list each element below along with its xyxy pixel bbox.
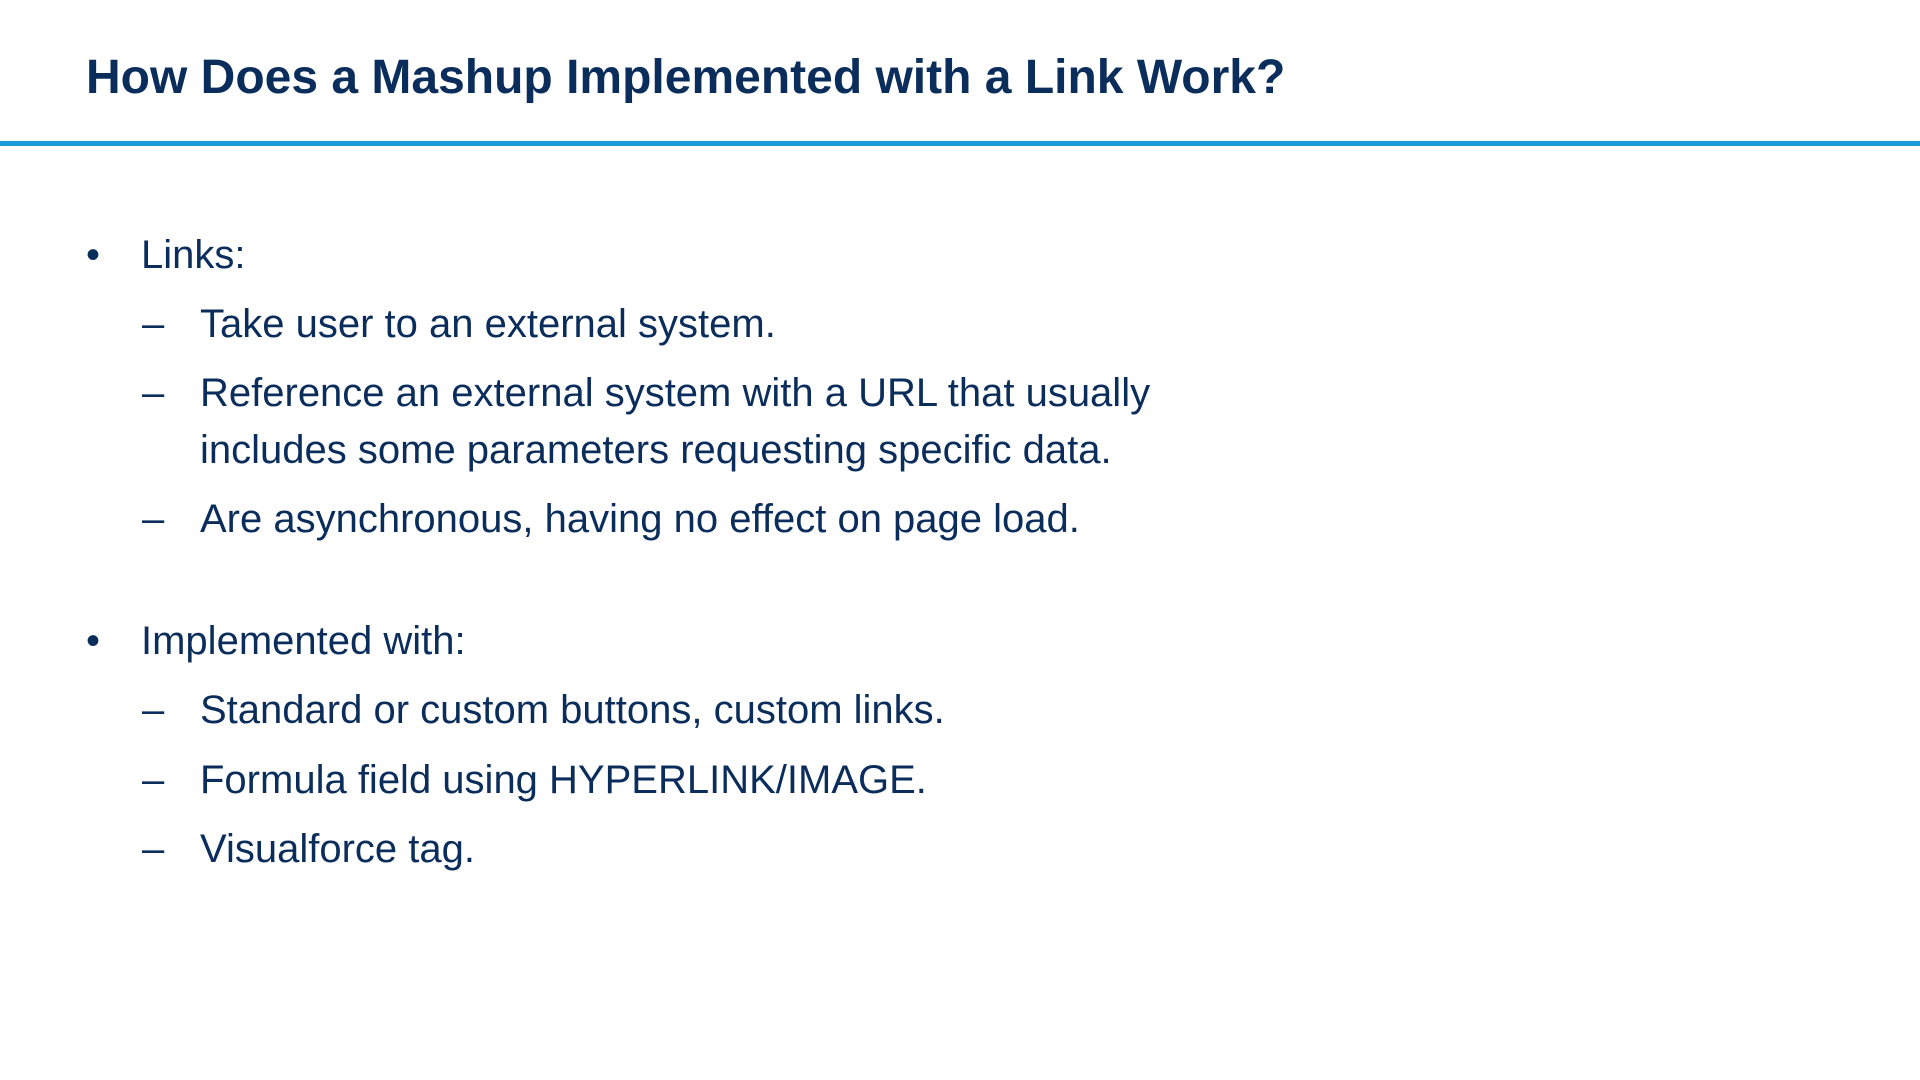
dash-marker: – — [142, 688, 165, 732]
sub-bullet — [142, 682, 1300, 739]
slide-title: How Does a Mashup Implemented with a Link Work? — [86, 51, 1286, 104]
dash-marker: – — [142, 371, 165, 415]
dash-marker: – — [142, 497, 165, 541]
sub-bullet-text: Visualforce tag. — [200, 827, 475, 871]
sub-bullet-text: Are asynchronous, having no effect on page load. — [200, 497, 1080, 541]
bullet-marker: • — [86, 233, 101, 277]
bullet-links — [86, 227, 246, 284]
dash-marker: – — [142, 302, 165, 346]
sub-bullet — [142, 491, 1300, 548]
sub-bullet-text: Standard or custom buttons, custom links. — [200, 688, 945, 732]
sub-bullet — [142, 821, 1300, 878]
title-divider — [0, 141, 1920, 146]
bullet-label: Implemented with: — [141, 619, 466, 663]
sub-bullet-text: Reference an external system with a URL that usually includes some parameters requesting specific data. — [200, 371, 1151, 472]
dash-marker: – — [142, 758, 165, 802]
sub-bullet-text: Take user to an external system. — [200, 302, 776, 346]
sub-bullet — [142, 752, 1300, 809]
sub-bullet — [142, 296, 1300, 353]
sub-bullet — [142, 365, 1290, 479]
bullet-implemented-with — [86, 613, 466, 670]
dash-marker: – — [142, 827, 165, 871]
sub-bullet-text: Formula field using HYPERLINK/IMAGE. — [200, 758, 927, 802]
bullet-marker: • — [86, 619, 101, 663]
bullet-label: Links: — [141, 233, 246, 277]
